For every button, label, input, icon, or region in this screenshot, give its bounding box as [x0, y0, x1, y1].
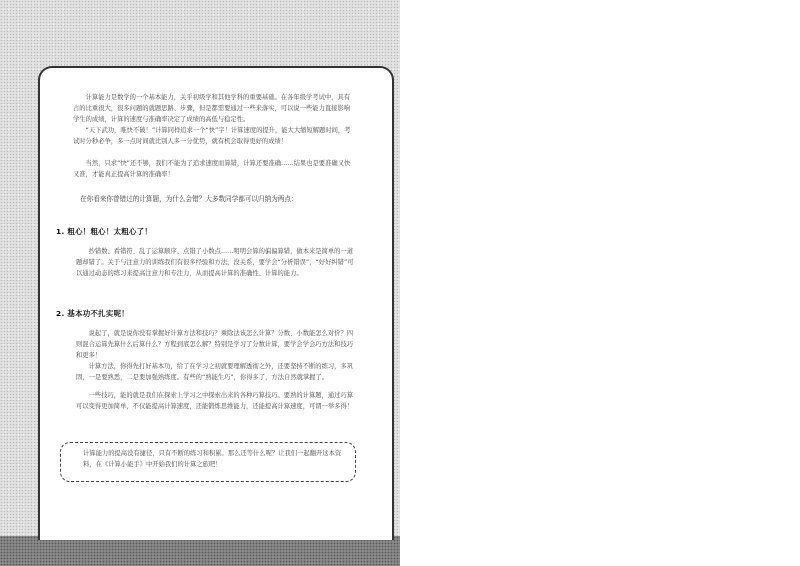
section-2-body-3: 一些技巧，能的就是我们在探索上学习之中探索出来的各种巧算技巧。要熟的计算题，通过巧算可以变得更加简单，不仅能提高计算速度，还能锻炼思维能力，还能提高计算速度，可谓一举多得！ [76, 392, 354, 410]
section-1-heading: 1. 粗心！粗心！太粗心了！ [56, 227, 153, 236]
section-1-body: 抄错数、看错符、乱了运算顺序、点错了小数点……明明会算的偏偏算错，做本来是简单的一道题却错了。关于与注意力的训练我们有很多经验和方法，没关系，要学会“分析错误”，“好好纠错”可以通过动态的练习来提高注意力和专注力，从而提高计算的准确性、计算的能力。 [76, 248, 354, 277]
intro-paragraph-3: 当然，只求“快”还不够，我们不能为了追求速度而算错，计算还要准确……结果也是要准确又快又准，才能真正提高计算的准确率！ [73, 160, 351, 178]
scan-bottom-edge [0, 536, 400, 566]
callout-text: 计算能力的提高没有捷径，只有不断的练习和积累。那么还等什么呢？让我们一起翻开这本资料，在《计算小能手》中开始我们的计算之旅吧！ [83, 450, 342, 468]
section-2-heading: 2. 基本功不扎实呢！ [56, 309, 129, 318]
document-page [38, 66, 394, 540]
intro-paragraph-1: 计算能力是数学的一个基本能力，关乎初级学和其他学科的重要基础。在各年级学考试中，具有占的比重很大，很多问题的就题思路、步骤，但是都需要通过一些来落实，可以说一些能力直接影响学生的成绩，计算的速度与准确率决定了成绩的高低与稳定性。 [73, 94, 351, 123]
section-2-body-2: 计算方法，你得先打好基本功，给了在学习之初就要理解透彻之外，还要坚持不断的练习，多巩固，一是要熟悉，二是要加强熟练度。有些的“熟能生巧”，你得多了，方法自然就掌握了。 [76, 363, 354, 381]
intro-paragraph-2: “天下武功，唯快不破！”计算同样追求一个“快”字！计算速度的提升，能大大缩短解题时间，考试时分秒必争，多一点时间就比别人多一分优势，就有机会取得更好的成绩！ [73, 127, 351, 145]
callout-box [60, 442, 356, 482]
section-2-body-1: 说起了，就是说你没有掌握好计算方法和技巧？乘除法该怎么计算？分数、小数能怎么对价？四则混合运算先算什么后算什么？方程到底怎么解？特别是学习了分数计算，要学会学会巧方法和技巧和更多！ [76, 330, 354, 359]
question-line: 在你看来你曾错过的计算题，为什么会错？大多数同学都可以归纳为两点： [80, 195, 298, 203]
